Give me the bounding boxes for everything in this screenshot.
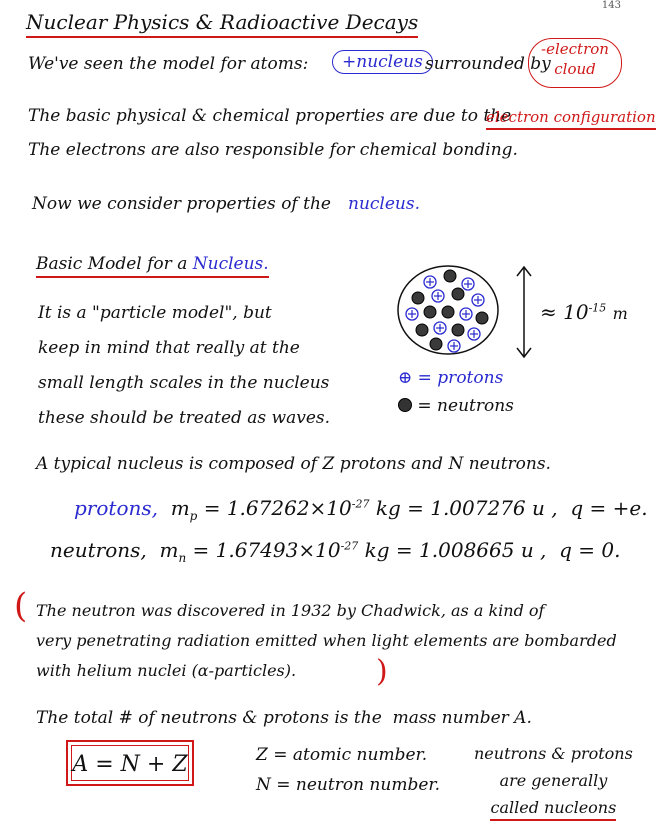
neutron-row <box>50 538 621 565</box>
neutron-icon <box>442 306 454 318</box>
nucleus-word: nucleus. <box>348 194 420 214</box>
props-line-1 <box>28 106 511 126</box>
legend-neutrons <box>398 396 514 416</box>
legend-protons <box>398 368 503 388</box>
neutron-icon <box>412 292 424 304</box>
surrounded-text: surrounded by <box>425 54 551 74</box>
mp-exp: -27 <box>351 497 370 511</box>
mp-symbol: m <box>170 496 190 520</box>
neutron-icon <box>424 306 436 318</box>
mn-symbol: m <box>159 538 179 562</box>
neutron-icon <box>430 338 442 350</box>
legend-protons-text: = protons <box>417 368 504 388</box>
mp-unit: kg = 1.007276 u , <box>375 496 558 520</box>
proton-row <box>74 496 648 523</box>
electron-cloud-oval <box>528 38 622 88</box>
history-line: very penetrating radiation emitted when light elements are bombarded <box>36 631 617 650</box>
total-line <box>36 708 532 728</box>
neutron-icon <box>444 270 456 282</box>
neutron-icon <box>452 288 464 300</box>
nucleon-line: neutrons & protons <box>474 744 633 763</box>
proton-icon: ⊕ <box>398 368 413 388</box>
total-text: The total # of neutrons & protons is the <box>36 708 382 728</box>
nucleon-line: are generally <box>499 771 608 790</box>
neutron-icon <box>416 324 428 336</box>
def-z: Z = atomic number. <box>256 745 428 765</box>
size-scale <box>540 300 628 324</box>
basic-heading-text: Basic Model for a <box>36 254 188 274</box>
now-text: Now we consider properties of the <box>32 194 331 214</box>
formula-box <box>66 740 194 786</box>
particle-line: It is a "particle model", but <box>38 303 272 323</box>
formula-text: A = N + Z <box>72 752 188 777</box>
neutron-charge: q = 0. <box>559 538 621 562</box>
props-text: The basic physical & chemical properties are due to the <box>28 106 512 126</box>
def-n: N = neutron number. <box>256 775 441 795</box>
close-paren: ) <box>376 654 388 689</box>
typical-line: A typical nucleus is composed of Z protons and N neutrons. <box>36 454 551 474</box>
props-line-2: The electrons are also responsible for chemical bonding. <box>28 140 518 160</box>
basic-heading-nucleus: Nucleus. <box>192 254 269 274</box>
open-paren: ( <box>14 586 28 626</box>
mn-sub: n <box>178 551 187 565</box>
page-number: 143 <box>601 0 621 11</box>
title-text: Nuclear Physics & Radioactive Decays <box>26 10 418 38</box>
intro-text: We've seen the model for atoms: <box>28 54 309 74</box>
proton-charge: q = +e. <box>570 496 648 520</box>
particle-line: these should be treated as waves. <box>38 408 331 428</box>
nucleons-note <box>474 740 633 821</box>
scale-exp: -15 <box>588 301 607 315</box>
legend-neutrons-text: = neutrons <box>417 396 514 416</box>
particle-line: keep in mind that really at the <box>38 338 300 358</box>
particle-line: small length scales in the nucleus <box>38 373 330 393</box>
neutron-icon <box>452 324 464 336</box>
mn-unit: kg = 1.008665 u , <box>364 538 547 562</box>
mp-sub: p <box>189 509 198 523</box>
cloud-label-2: cloud <box>554 60 596 78</box>
history-line: with helium nuclei (α-particles). <box>36 661 297 680</box>
history-line: The neutron was discovered in 1932 by Chadwick, as a kind of <box>36 601 545 620</box>
scale-unit: m <box>612 304 628 323</box>
electron-config <box>486 108 656 126</box>
neutron-icon <box>476 312 488 324</box>
mass-number-text: mass number A. <box>392 708 532 728</box>
nucleon-line: called nucleons <box>490 798 616 821</box>
cloud-label-1: -electron <box>541 40 609 58</box>
particle-paragraph <box>38 296 330 436</box>
scale-approx: ≈ 10 <box>540 300 589 324</box>
basic-heading <box>36 254 269 274</box>
neutron-icon <box>398 398 412 412</box>
page-title <box>26 10 418 34</box>
nucleus-diagram <box>392 262 508 358</box>
proton-row-label: protons, <box>74 496 158 520</box>
mn-value: = 1.67493×10 <box>192 538 341 562</box>
electron-config-text: electron configuration <box>486 108 656 130</box>
nucleus-oval: +nucleus <box>332 50 433 74</box>
definitions <box>256 740 440 800</box>
mp-value: = 1.67262×10 <box>203 496 352 520</box>
history-paragraph <box>36 596 617 686</box>
mn-exp: -27 <box>340 539 359 553</box>
neutron-row-label: neutrons, <box>50 538 147 562</box>
size-arrow-icon <box>512 264 536 362</box>
